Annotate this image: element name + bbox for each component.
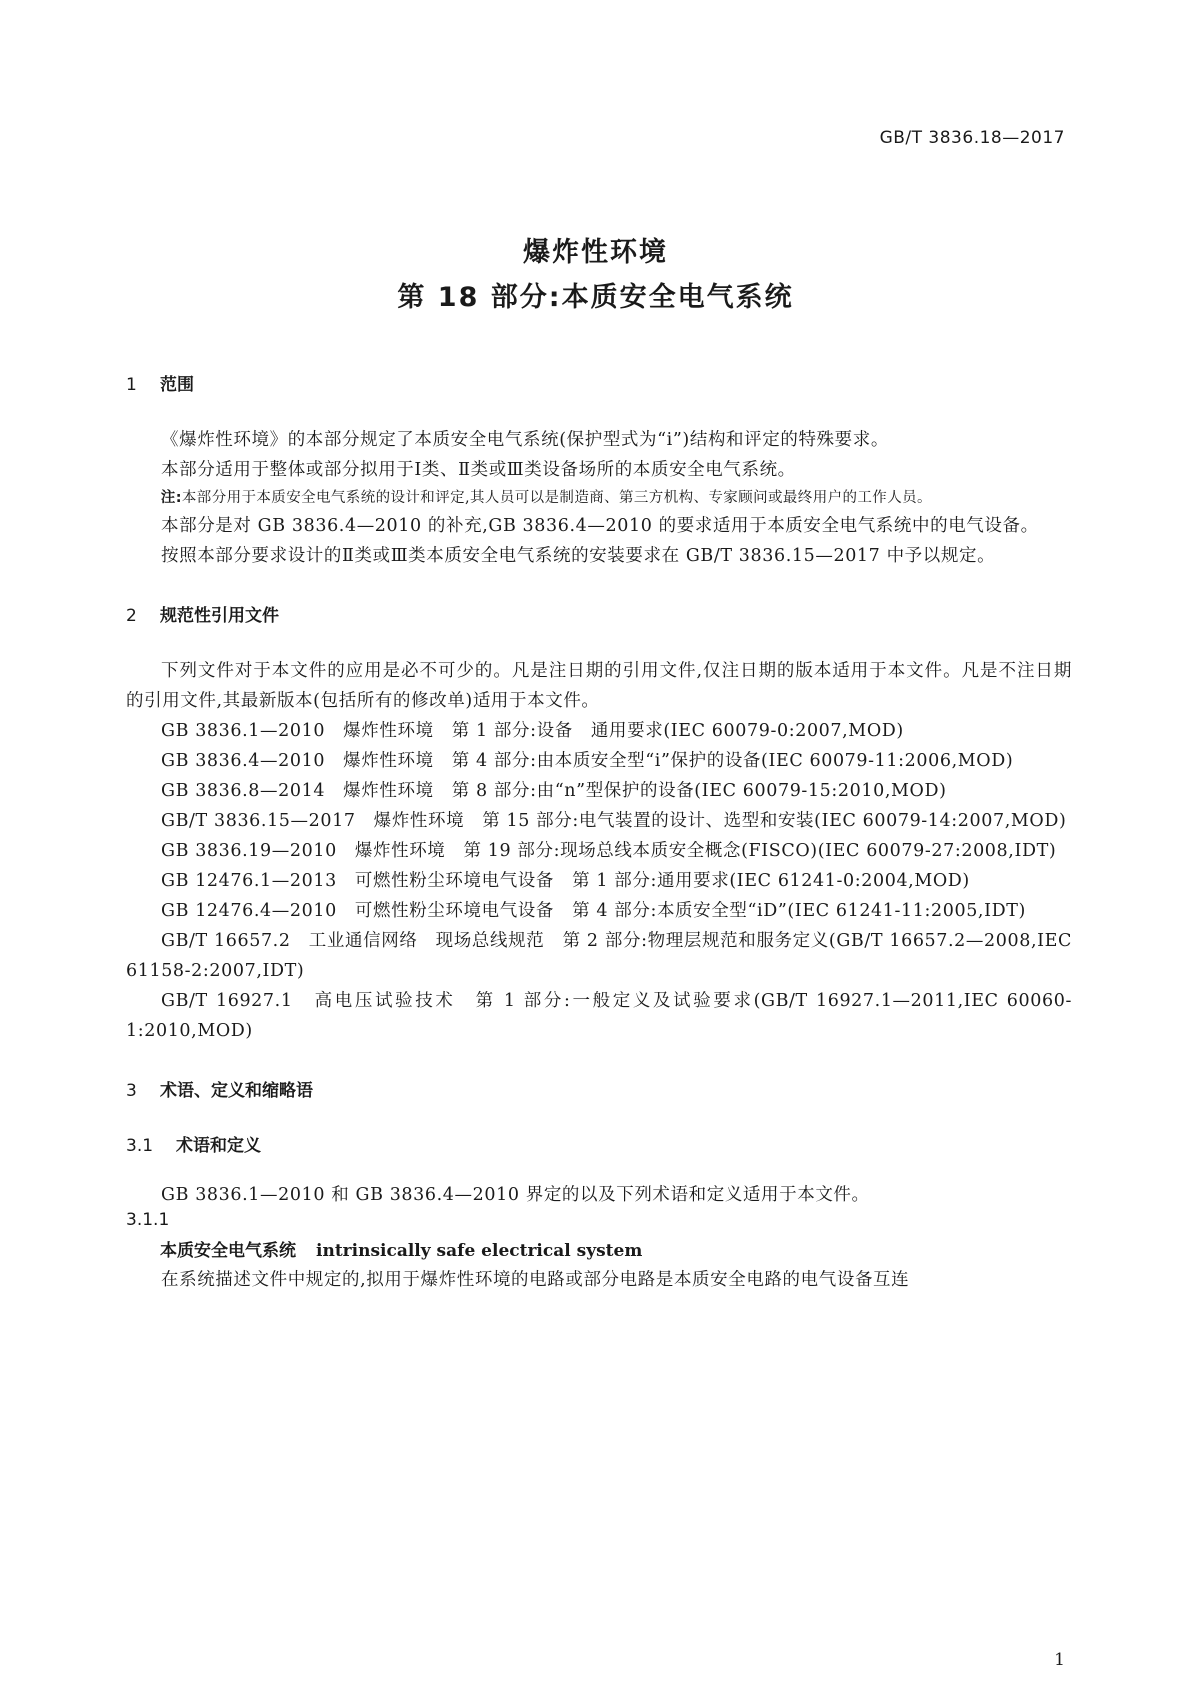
reference-item: GB/T 3836.15—2017 爆炸性环境 第 15 部分:电气装置的设计、选型和安装(IEC 60079-14:2007,MOD) [161, 811, 1067, 831]
paragraph: 按照本部分要求设计的Ⅱ类或Ⅲ类本质安全电气系统的安装要求在 GB/T 3836.15—2017 中予以规定。 [161, 546, 996, 566]
reference-item: GB 3836.1—2010 爆炸性环境 第 1 部分:设备 通用要求(IEC 60079-0:2007,MOD) [161, 721, 904, 741]
document-body [126, 370, 1072, 1295]
paragraph: 本部分适用于整体或部分拟用于Ⅰ类、Ⅱ类或Ⅲ类设备场所的本质安全电气系统。 [161, 460, 796, 480]
section-title: 范围 [160, 375, 194, 395]
paragraph: 《爆炸性环境》的本部分规定了本质安全电气系统(保护型式为“i”)结构和评定的特殊要求。 [161, 430, 889, 450]
term-definition: 在系统描述文件中规定的,拟用于爆炸性环境的电路或部分电路是本质安全电路的电气设备互连 [161, 1270, 910, 1290]
reference-item: GB 12476.4—2010 可燃性粉尘环境电气设备 第 4 部分:本质安全型“iD”(IEC 61241-11:2005,IDT) [161, 901, 1026, 921]
section-number: 3 [126, 1081, 137, 1101]
paragraph: GB 3836.1—2010 和 GB 3836.4—2010 界定的以及下列术语和定义适用于本文件。 [161, 1185, 870, 1205]
note-text: 本部分用于本质安全电气系统的设计和评定,其人员可以是制造商、第三方机构、专家顾问或最终用户的工作人员。 [181, 490, 932, 506]
subsection-number: 3.1 [126, 1136, 154, 1156]
page-number: 1 [1054, 1650, 1065, 1670]
section-normative-references [126, 601, 1072, 1046]
term-english: intrinsically safe electrical system [316, 1241, 643, 1261]
section-scope [126, 370, 1072, 571]
term-chinese: 本质安全电气系统 [160, 1241, 296, 1261]
section-heading [126, 601, 1072, 626]
section-heading [126, 1076, 1072, 1101]
note [154, 485, 1072, 511]
term-entry [160, 1236, 1072, 1261]
reference-item: GB 12476.1—2013 可燃性粉尘环境电气设备 第 1 部分:通用要求(IEC 61241-0:2004,MOD) [161, 871, 970, 891]
reference-item: GB/T 16657.2 工业通信网络 现场总线规范 第 2 部分:物理层规范和服务定义(GB/T 16657.2—2008,IEC 61158-2:2007,IDT) [126, 931, 1072, 981]
section-terms-definitions [126, 1076, 1072, 1295]
subsection-title: 术语和定义 [176, 1136, 261, 1156]
paragraph: 下列文件对于本文件的应用是必不可少的。凡是注日期的引用文件,仅注日期的版本适用于本文件。凡是不注日期的引用文件,其最新版本(包括所有的修改单)适用于本文件。 [126, 661, 1072, 711]
reference-item: GB 3836.19—2010 爆炸性环境 第 19 部分:现场总线本质安全概念(FISCO)(IEC 60079-27:2008,IDT) [161, 841, 1057, 861]
document-title-line1: 爆炸性环境 [523, 237, 668, 268]
paragraph: 本部分是对 GB 3836.4—2010 的补充,GB 3836.4—2010 的要求适用于本质安全电气系统中的电气设备。 [161, 516, 1039, 536]
section-title: 术语、定义和缩略语 [160, 1081, 313, 1101]
reference-item: GB 3836.4—2010 爆炸性环境 第 4 部分:由本质安全型“i”保护的设备(IEC 60079-11:2006,MOD) [161, 751, 1014, 771]
section-title: 规范性引用文件 [160, 606, 279, 626]
subsection-heading [126, 1131, 1072, 1156]
reference-item: GB 3836.8—2014 爆炸性环境 第 8 部分:由“n”型保护的设备(IEC 60079-15:2010,MOD) [161, 781, 947, 801]
section-number: 2 [126, 606, 137, 626]
section-heading [126, 370, 1072, 395]
term-number: 3.1.1 [126, 1210, 170, 1230]
standard-code: GB/T 3836.18—2017 [879, 128, 1065, 148]
section-number: 1 [126, 375, 137, 395]
reference-item: GB/T 16927.1 高电压试验技术 第 1 部分:一般定义及试验要求(GB/T 16927.1—2011,IEC 60060-1:2010,MOD) [126, 991, 1072, 1041]
document-title-line2: 第 18 部分:本质安全电气系统 [397, 282, 794, 313]
note-label: 注: [160, 490, 182, 506]
